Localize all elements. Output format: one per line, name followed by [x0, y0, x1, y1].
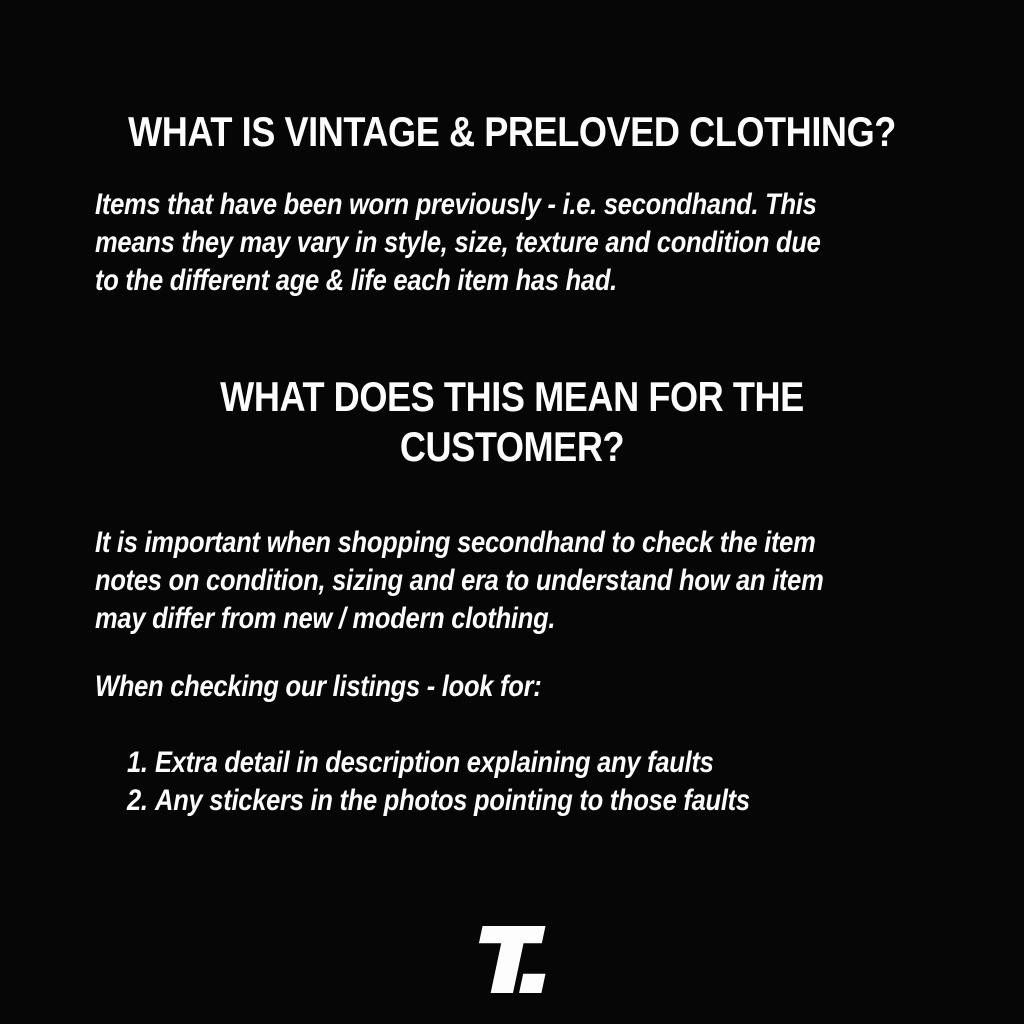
- intro-paragraph: [95, 186, 821, 300]
- brand-logo: [0, 926, 1024, 994]
- intro-line: Items that have been worn previously - i.e. secondhand. This: [95, 188, 817, 221]
- customer-paragraph: [95, 524, 823, 638]
- customer-paragraph-line: may differ from new / modern clothing.: [95, 602, 556, 635]
- customer-paragraph-line: It is important when shopping secondhand to check the item: [95, 526, 816, 559]
- listings-intro: When checking our listings - look for:: [95, 670, 542, 703]
- brand-logo-t-icon: [476, 926, 548, 994]
- checklist-number: 1.: [127, 746, 148, 779]
- customer-heading-line: WHAT DOES THIS MEAN FOR THE: [220, 373, 804, 420]
- checklist-number: 2.: [127, 784, 148, 817]
- intro-line: means they may vary in style, size, texture and condition due: [95, 226, 821, 259]
- checklist-item: [127, 744, 750, 782]
- checklist-text: Extra detail in description explaining any faults: [155, 746, 714, 779]
- customer-heading-line: CUSTOMER?: [399, 423, 625, 470]
- checklist: [127, 744, 750, 820]
- checklist-item: [127, 782, 750, 820]
- checklist-text: Any stickers in the photos pointing to those faults: [155, 784, 750, 817]
- customer-paragraph-line: notes on condition, sizing and era to understand how an item: [95, 564, 824, 597]
- intro-line: to the different age & life each item has had.: [95, 264, 618, 297]
- customer-heading: [72, 372, 953, 472]
- page-title: WHAT IS VINTAGE & PRELOVED CLOTHING?: [128, 108, 896, 156]
